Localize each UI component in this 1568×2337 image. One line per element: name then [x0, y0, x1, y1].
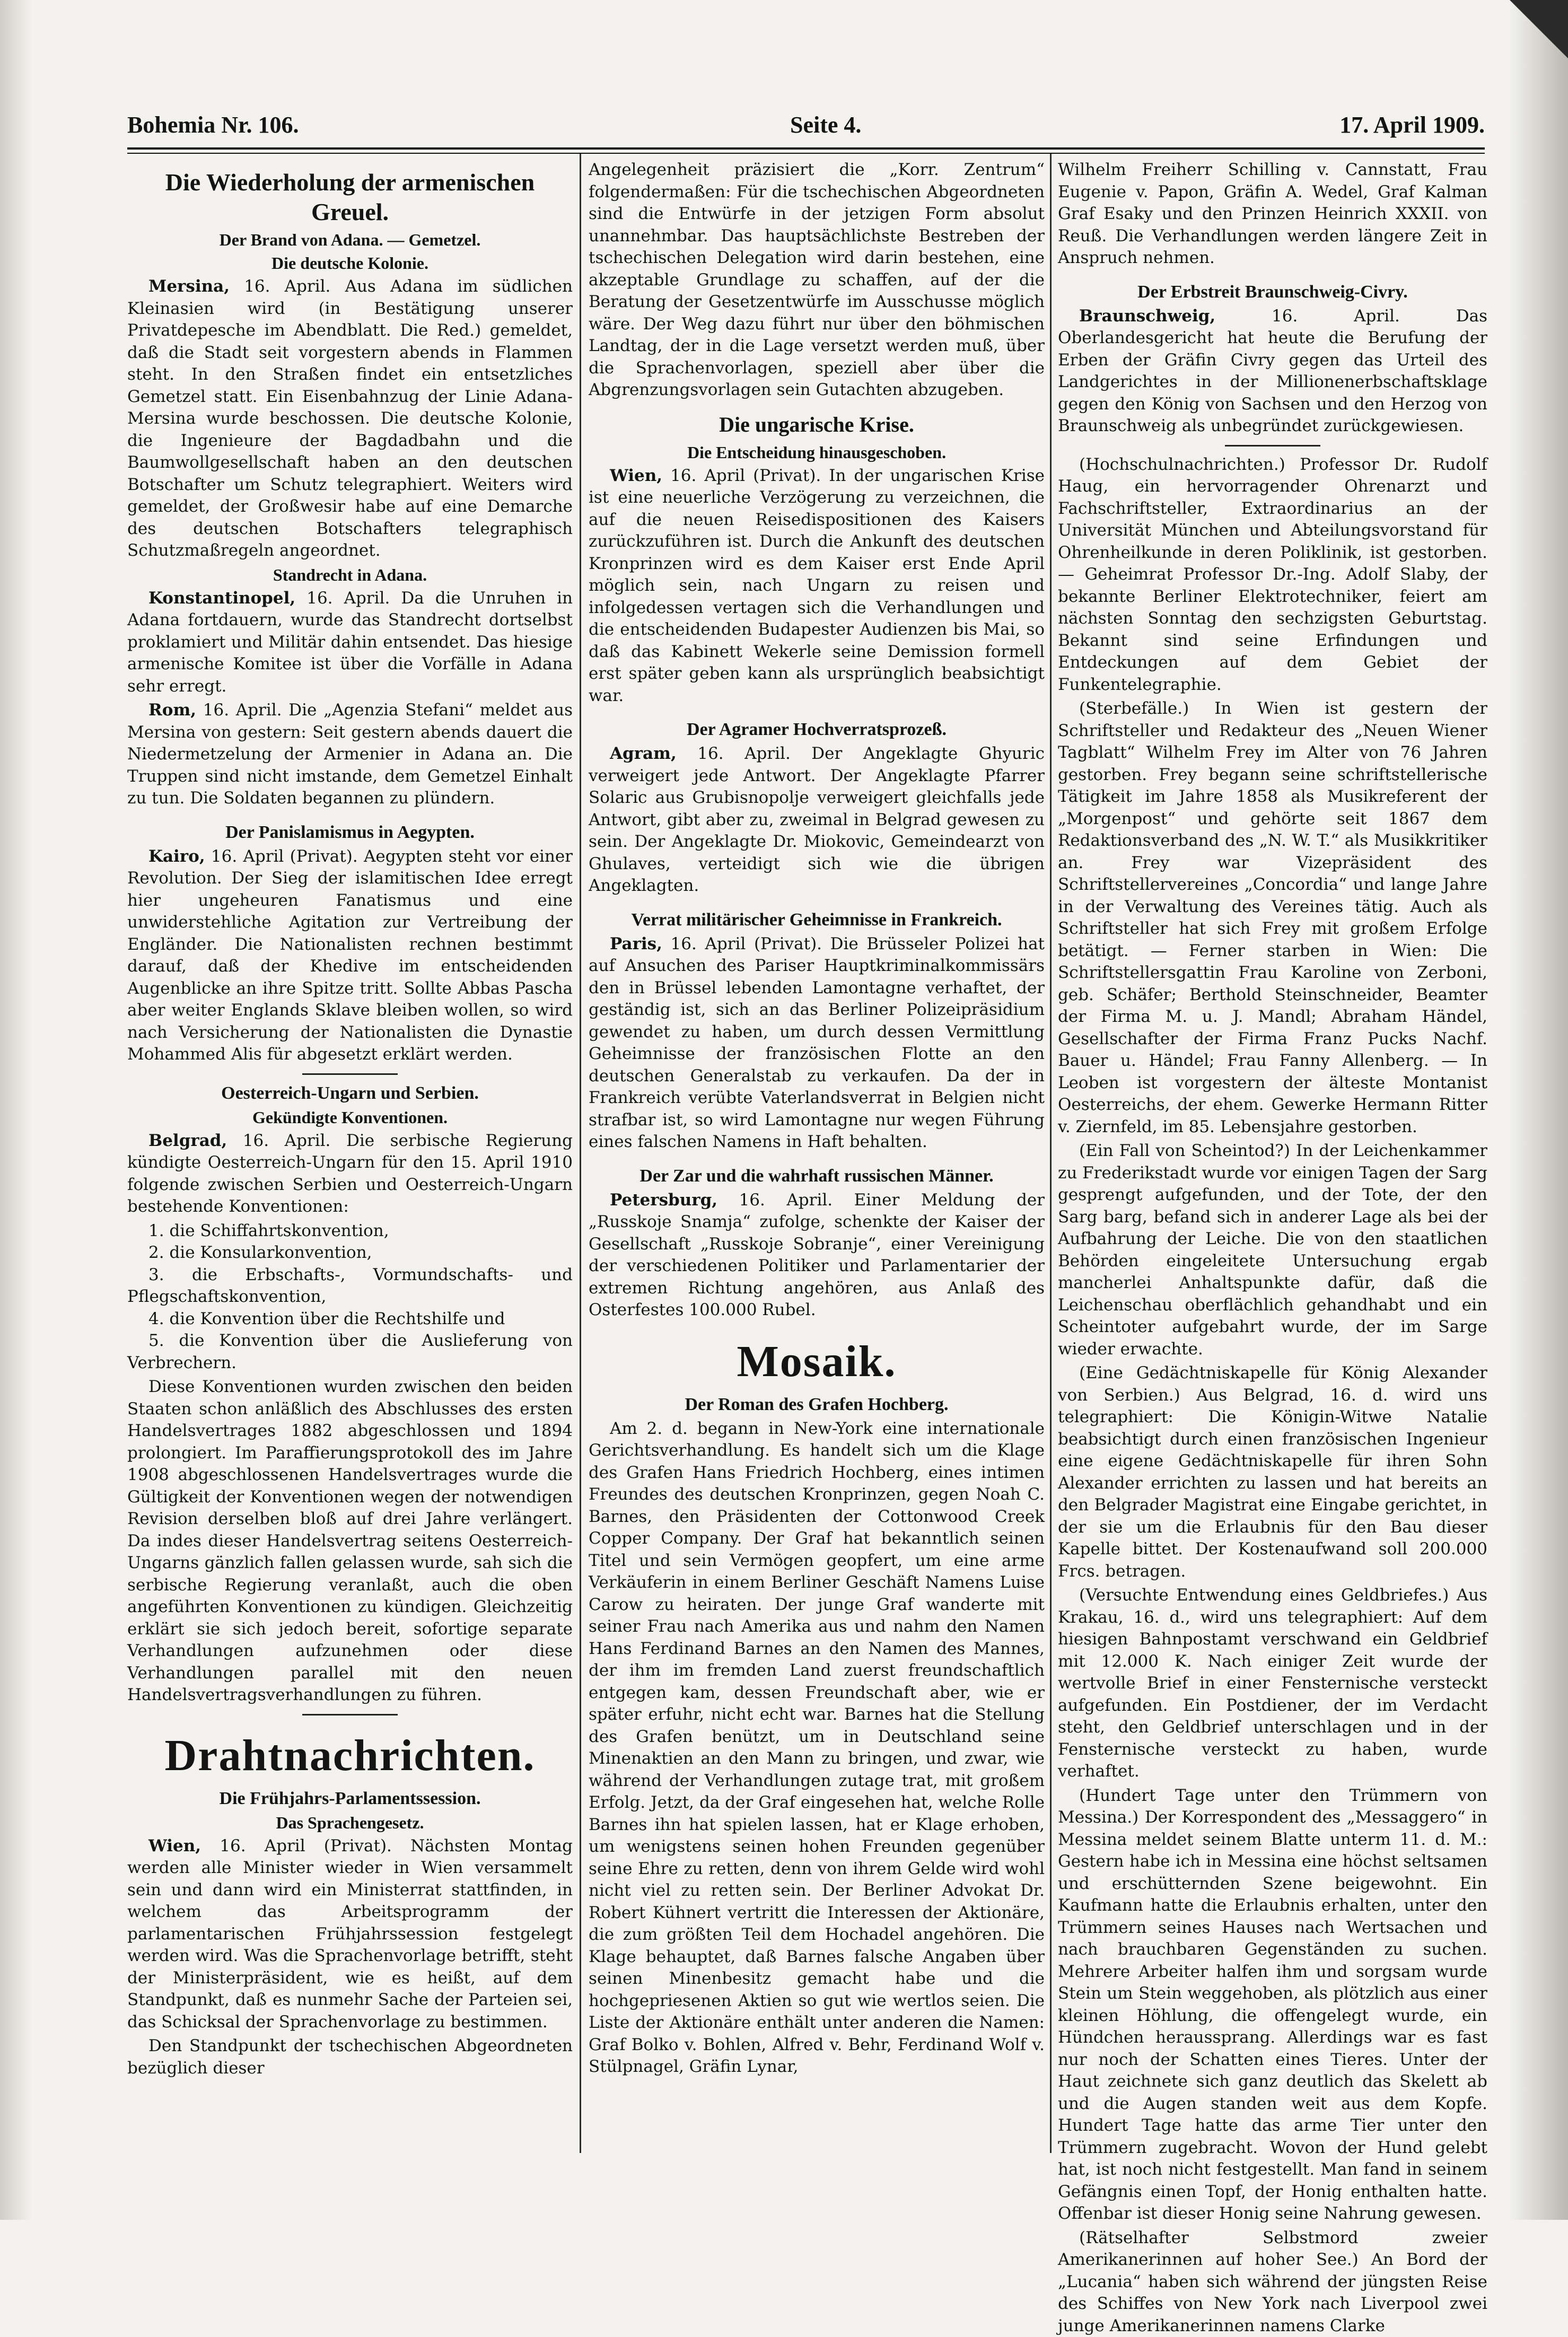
article-text: 16. April. Die serbische Regierung kündigte Oesterreich-Ungarn für den 15. April 1910 folgende zwischen Serbien und Oesterreich-Ungarn bestehende Konventionen:	[127, 1131, 573, 1216]
article-text: 16. April (Privat). Die Brüsseler Polizei hat auf Ansuchen des Pariser Hauptkriminalkommissärs den in Brüssel lebenden Lamontagne verhaftet, der geständig ist, sich an das Berliner Polizeipräsidium gewendet zu haben, um durch dessen Vermittlung Geheimnisse der französischen Flotte an den deutschen Generalstab zu verkaufen. Da der in Frankreich verübte Vaterlandsverrat in Belgien nicht strafbar ist, so wird Lamontagne nur wegen Führung eines falschen Namens in Haft behalten.	[589, 934, 1045, 1152]
list-item: 5. die Konvention über die Auslieferung von Verbrechern.	[127, 1330, 573, 1374]
parliament-paragraph-2: Den Standpunkt der tschechischen Abgeordneten bezüglich dieser	[127, 2035, 573, 2079]
header-date: 17. April 1909.	[1339, 111, 1485, 138]
article-text: 16. April. Die „Agenzia Stefani“ meldet aus Mersina von gestern: Seit gestern abends dauert die Niedermetzelung der Armenier in Adana an. Die Truppen sind nicht imstande, dem Gemetzel Einhalt zu tun. Die Soldaten begannen zu plündern.	[127, 701, 573, 808]
dateline: Mersina,	[148, 277, 230, 296]
column-1	[127, 159, 573, 2174]
dateline: Rom,	[148, 701, 196, 720]
serbia-paragraph-2: Diese Konventionen wurden zwischen den beiden Staaten schon anläßlich des Abschlusses des ersten Handelsvertrages 1882 abgeschlossen und 1894 prolongiert. Im Paraffierungsprotokoll des im Jahre 1908 abgeschlossenen Handelsvertrages wurde die Gültigkeit der Konventionen wegen der notwendigen Revision derselben bloß auf drei Jahre verlängert. Da indes dieser Handelsvertrag seitens Oesterreich-Ungarns gänzlich fallen gelassen wurde, sah sich die serbische Regierung veranlaßt, auch die oben angeführten Konventionen zu kündigen. Gleichzeitig erklärt sie sich jedoch bereit, sofortige separate Verhandlungen aufzunehmen oder diese Verhandlungen parallel mit den neuen Handelsvertragsverhandlungen zu führen.	[127, 1376, 573, 1706]
note-paragraph: (Eine Gedächtniskapelle für König Alexander von Serbien.) Aus Belgrad, 16. d. wird uns telegraphiert: Die Königin-Witwe Natalie beabsichtigt durch einen französischen Ingenieur eine eigene Gedächtniskapelle für ihren Sohn Alexander errichten zu lassen und hat bereits an den Belgrader Magistrat eine Eingabe gerichtet, in der sie um die Erlaubnis für den Bau dieser Kapelle bittet. Der Kostenaufwand soll 200.000 Frcs. betragen.	[1058, 1362, 1487, 1582]
armenia-subhead-3: Standrecht in Adana.	[127, 564, 573, 585]
article-text: 16. April (Privat). In der ungarischen Krise ist eine neuerliche Verzögerung zu verzeichnen, die auf die neuen Reisedispositionen des Kaisers zurückzuführen ist. Durch die Ankunft des deutschen Kronprinzen wird es dem Kaiser erst Ende April möglich sein, nach Ungarn zu reisen und infolgedessen vertagen sich die Verhandlungen und die entscheidenden Budapester Audienzen bis Mai, so daß das Kabinett Wekerle seine Demission formell erst später geben kann als ursprünglich beabsichtigt war.	[589, 466, 1045, 705]
dateline: Wien,	[610, 466, 662, 485]
braunschweig-paragraph	[1058, 305, 1487, 437]
egypt-paragraph	[127, 846, 573, 1066]
section-divider	[302, 1073, 398, 1075]
note-paragraph: (Sterbefälle.) In Wien ist gestern der Schriftsteller und Redakteur des „Neuen Wiener Tagblatt“ Wilhelm Frey im Alter von 76 Jahren gestorben. Frey begann seine schriftstellerische Tätigkeit im Jahre 1858 als Musikreferent der „Morgenpost“ und gehörte seit 1867 dem Redaktionsverband des „N. W. T.“ als Musikkritiker an. Frey war Vizepräsident des Schriftstellervereines „Concordia“ und lange Jahre in der Verwaltung des Vereines tätig. Auch als Schriftsteller hat sich Frey mit großem Erfolge betätigt. — Ferner starben in Wien: Die Schriftstellersgattin Frau Karoline von Zerboni, geb. Schäfer; Berthold Steinschneider, Beamter der Firma M. u. J. Mandl; Abraham Händel, Gesellschafter der Firma Franz Pucks Nachf. Bauer u. Händel; Frau Fanny Allenberg. — In Leoben ist vorgestern der älteste Montanist Oesterreichs, der ehem. Gewerke Hermann Ritter v. Ziernfeld, im 85. Lebensjahre gestorben.	[1058, 698, 1487, 1138]
hungary-paragraph	[589, 465, 1045, 707]
armenia-subhead-2: Die deutsche Kolonie.	[127, 252, 573, 274]
braunschweig-headline: Der Erbstreit Braunschweig-Civry.	[1058, 281, 1487, 303]
column-2	[589, 159, 1045, 2174]
dateline: Agram,	[610, 744, 677, 763]
note-paragraph: (Rätselhafter Selbstmord zweier Amerikanerinnen auf hoher See.) An Bord der „Lucania“ haben sich während der jüngsten Reise des Schiffes von New York nach Liverpool zwei junge Amerikanerinnen namens Clarke	[1058, 2227, 1487, 2337]
serbia-paragraph-1	[127, 1130, 573, 1218]
note-paragraph: (Hundert Tage unter den Trümmern von Messina.) Der Korrespondent des „Messaggero“ in Messina meldet seinem Blatte unterm 11. d. M.: Gestern habe ich in Messina eine höchst seltsamen und erschütternden Szene beigewohnt. Ein Kaufmann hatte die Erlaubnis erhalten, unter den Trümmern seines Hauses nach Wertsachen und nach brauchbaren Gegenständen zu suchen. Mehrere Arbeiter halfen ihm und sorgsam wurde Stein um Stein weggehoben, als plötzlich aus einer kleinen Höhlung, die offengelegt wurde, ein Hündchen heraussprang. Allerdings war es fast nur noch der Schatten eines Tieres. Unter der Haut zeichnete sich ganz deutlich das Skelett ab und die Augen standen weit aus dem Kopfe. Hundert Tage hatte das arme Tier unter den Trümmern zugebracht. Wovon der Hund gelebt hat, ist noch nicht festgestellt. Man fand in seinem Gefängnis einen Topf, der Honig enthalten hatte. Offenbar ist dieser Honig seine Nahrung gewesen.	[1058, 1785, 1487, 2225]
corner-fold	[1510, 0, 1568, 58]
column-rule-1	[580, 154, 581, 2153]
note-paragraph: (Ein Fall von Scheintod?) In der Leichenkammer zu Frederikstadt wurde vor einigen Tagen der Sarg gesprengt aufgefunden, und der Tote, der den Sarg barg, befand sich in anderer Lage als bei der Aufbahrung der Leiche. Die von den staatlichen Behörden eingeleitete Untersuchung ergab mancherlei Anhaltspunkte dafür, daß die Leichenschau oberflächlich gehandhabt und ein Scheintoter aufgebahrt wurde, der im Sarge wieder erwachte.	[1058, 1140, 1487, 1360]
note-paragraph: (Hochschulnachrichten.) Professor Dr. Rudolf Haug, ein hervorragender Ohrenarzt und Fachschriftsteller, Extraordinarius an der Universität München und Abteilungsvorstand für Ohrenheilkunde in deren Poliklinik, ist gestorben. — Geheimrat Professor Dr.-Ing. Adolf Slaby, der bekannte Berliner Elektrotechniker, feiert am nächsten Sonntag den sechzigsten Geburtstag. Bekannt sind seine Erfindungen und Entdeckungen auf dem Gebiet der Funkentelegraphie.	[1058, 454, 1487, 696]
parliament-subhead: Das Sprachengesetz.	[127, 1812, 573, 1833]
mosaik-headline: Mosaik.	[589, 1335, 1045, 1388]
hungary-subhead: Die Entscheidung hinausgeschoben.	[589, 442, 1045, 463]
section-divider	[302, 1714, 398, 1715]
drahtnachrichten-headline: Drahtnachrichten.	[127, 1729, 573, 1782]
page-header	[127, 106, 1485, 143]
list-item: 3. die Erbschafts-, Vormundschafts- und Pflegschaftskonvention,	[127, 1264, 573, 1308]
hochberg-paragraph: Am 2. d. begann in New-York eine internationale Gerichtsverhandlung. Es handelt sich um die Klage des Grafen Hans Friedrich Hochberg, eines intimen Freundes des deutschen Kronprinzen, gegen Noah C. Barnes, den Präsidenten der Cottonwood Creek Copper Company. Der Graf hat bekanntlich seinen Titel und sein Vermögen geopfert, um eine arme Verkäuferin in einem Berliner Geschäft Namens Luise Carow zu heiraten. Der junge Graf wanderte mit seiner Frau nach Amerika aus und nahm den Namen Hans Ferdinand Barnes an den Namen des Mannes, der ihm im fremden Land zuerst freundschaftlich entgegen kam, dessen Freundschaft aber, wie er später erfuhr, nicht echt war. Barnes hat die Stellung des Grafen benützt, um in Deutschland seine Minenaktien an den Mann zu bringen, und zwar, wie während der Verhandlungen zutage trat, mit großem Erfolg. Jetzt, da der Graf eingesehen hat, welche Rolle Barnes ihn hat spielen lassen, hat er Klage erhoben, um wenigstens seinen hohen Freunden gegenüber seine Ehre zu retten, denn von ihrem Gelde wird wohl nicht viel zu retten sein. Der Berliner Advokat Dr. Robert Kühnert vertritt die Interessen der Aktionäre, die zum größten Teil dem Hochadel angehören. Die Klage behauptet, daß Barnes falsche Angaben über seinen Minenbesitz gemacht habe und die hochgepriesenen Aktien so gut wie wertlos seien. Die Liste der Aktionäre enthält unter anderen die Namen: Graf Bolko v. Bohlen, Alfred v. Behr, Ferdinand Wolf v. Stülpnagel, Gräfin Lynar,	[589, 1418, 1045, 2078]
right-edge-shadow	[1510, 0, 1568, 2220]
egypt-headline: Der Panislamismus in Aegypten.	[127, 821, 573, 844]
serbia-headline: Oesterreich-Ungarn und Serbien.	[127, 1082, 573, 1105]
armenia-paragraph-2	[127, 588, 573, 698]
agram-headline: Der Agramer Hochverratsprozeß.	[589, 719, 1045, 741]
armenia-subhead-1: Der Brand von Adana. — Gemetzel.	[127, 229, 573, 250]
tsar-headline: Der Zar und die wahrhaft russischen Männer.	[589, 1165, 1045, 1187]
armenia-headline: Die Wiederholung der armenischen Greuel.	[127, 168, 573, 227]
dateline: Wien,	[148, 1836, 201, 1855]
agram-paragraph	[589, 743, 1045, 897]
article-text: 16. April. Das Oberlandesgericht hat heute die Berufung der Erben der Gräfin Civry gegen das Urteil des Landgerichtes in der Millionenerbschaftsklage gegen den König von Sachsen und den Herzog von Braunschweig als unbegründet zurückgewiesen.	[1058, 307, 1487, 436]
parliament-headline: Die Frühjahrs-Parlamentssession.	[127, 1788, 573, 1810]
hochberg-headline: Der Roman des Grafen Hochberg.	[589, 1394, 1045, 1416]
article-text: 16. April (Privat). Aegypten steht vor einer Revolution. Der Sieg der islamitischen Idee erregt hier ungeheuren Fanatismus und eine unwiderstehliche Agitation zur Vertreibung der Engländer. Die Nationalisten rechnen bestimmt darauf, daß der Khedive im entscheidenden Augenblicke an ihre Spitze tritt. Sollte Abbas Pascha aber weiter Englands Sklave bleiben wollen, so wird nach Versicherung der Nationalisten die Dynastie Mohammed Alis für abgesetzt erklärt werden.	[127, 847, 573, 1064]
france-paragraph	[589, 933, 1045, 1153]
hungary-headline: Die ungarische Krise.	[589, 410, 1045, 440]
section-divider	[1225, 445, 1320, 447]
header-issue: Bohemia Nr. 106.	[127, 111, 299, 138]
serbia-subhead: Gekündigte Konventionen.	[127, 1107, 573, 1128]
article-text: 16. April. Einer Meldung der „Russkoje Snamja“ zufolge, schenkte der Kaiser der Gesellschaft „Russkoje Sobranje“, einer Vereinigung der verschiedenen Politiker und Parlamentarier der extremen Richtung angehören, aus Anlaß des Osterfestes 100.000 Rubel.	[589, 1191, 1045, 1320]
dateline: Konstantinopel,	[148, 589, 295, 608]
armenia-paragraph-1	[127, 276, 573, 562]
tsar-paragraph	[589, 1189, 1045, 1321]
article-text: 16. April. Da die Unruhen in Adana fortdauern, wurde das Standrecht dortselbst proklamiert und Militär dahin entsendet. Das hiesige armenische Komitee ist über die Vorfälle in Adana sehr erregt.	[127, 589, 573, 696]
parliament-paragraph-1	[127, 1835, 573, 2034]
dateline: Paris,	[610, 934, 662, 953]
article-text: 16. April. Aus Adana im südlichen Kleinasien wird (in Bestätigung unserer Privatdepesche im Abendblatt. Die Red.) gemeldet, daß die Stadt seit vorgestern abends in Flammen steht. In den Straßen findet ein entsetzliches Gemetzel statt. Ein Eisenbahnzug der Linie Adana-Mersina wurde beschossen. Die deutsche Kolonie, die Ingenieure der Bagdadbahn und die Baumwollgesellschaft haben an den deutschen Botschafter um Schutz telegraphiert. Weiters wird gemeldet, der Großwesir habe auf eine Demarche des deutschen Botschafters telegraphisch Schutzmaßregeln angeordnet.	[127, 277, 573, 560]
list-item: 1. die Schiffahrtskonvention,	[127, 1220, 573, 1242]
dateline: Kairo,	[148, 847, 205, 866]
continued-paragraph: Wilhelm Freiherr Schilling v. Cannstatt, Frau Eugenie v. Papon, Gräfin A. Wedel, Graf Kalman Graf Esaky und den Prinzen Heinrich XXXII. von Reuß. Die Verhandlungen werden längere Zeit in Anspruch nehmen.	[1058, 159, 1487, 269]
france-headline: Verrat militärischer Geheimnisse in Frankreich.	[589, 909, 1045, 931]
header-rule	[127, 147, 1485, 154]
continued-paragraph: Angelegenheit präzisiert die „Korr. Zentrum“ folgendermaßen: Für die tschechischen Abgeordneten sind die Entwürfe in der jetzigen Form absolut unannehmbar. Das hauptsächlichste Bestreben der tschechischen Delegation wird darin bestehen, eine akzeptable Grundlage zu schaffen, auf der die Beratung der Gesetzentwürfe im Ausschusse möglich wäre. Der Weg dazu führt nur über den böhmischen Landtag, der in die Lage versetzt werden muß, über die Sprachenvorlagen, speziell aber über die Abgrenzungsvorlagen sein Gutachten abzugeben.	[589, 159, 1045, 401]
armenia-paragraph-3	[127, 699, 573, 810]
list-item: 2. die Konsularkonvention,	[127, 1242, 573, 1264]
article-text: 16. April (Privat). Nächsten Montag werden alle Minister wieder in Wien versammelt sein und dann wird ein Ministerrat stattfinden, in welchem das Arbeitsprogramm der parlamentarischen Frühjahrssession festgelegt werden wird. Was die Sprachenvorlage betrifft, steht der Ministerpräsident, wie es heißt, auf dem Standpunkt, daß es nunmehr Sache der Parteien sei, das Schicksal der Sprachenvorlage zu bestimmen.	[127, 1836, 573, 2032]
column-3	[1058, 159, 1487, 2174]
article-text: 16. April. Der Angeklagte Ghyuric verweigert jede Antwort. Der Angeklagte Pfarrer Solaric aus Grubisnopolje verweigert gleichfalls jede Antwort, gibt aber zu, zweimal in Belgrad gewesen zu sein. Der Angeklagte Dr. Miokovic, Gemeindearzt von Ghulaves, verteidigt sich wie die übrigen Angeklagten.	[589, 744, 1045, 895]
note-paragraph: (Versuchte Entwendung eines Geldbriefes.) Aus Krakau, 16. d., wird uns telegraphiert: Auf dem hiesigen Bahnpostamt verschwand ein Geldbrief mit 12.000 K. Nach einiger Zeit wurde der wertvolle Brief in einer Fensternische versteckt aufgefunden. Ein Postdiener, der im Verdacht steht, den Geldbrief unterschlagen und in der Fensternische versteckt zu haben, wurde verhaftet.	[1058, 1585, 1487, 1783]
convention-list	[127, 1220, 573, 1375]
column-rule-2	[1050, 154, 1052, 2153]
dateline: Braunschweig,	[1079, 307, 1215, 326]
dateline: Belgrad,	[148, 1131, 227, 1150]
left-edge-shadow	[0, 0, 32, 2220]
dateline: Petersburg,	[610, 1191, 717, 1210]
header-page-number: Seite 4.	[790, 111, 861, 138]
list-item: 4. die Konvention über die Rechtshilfe und	[127, 1308, 573, 1331]
